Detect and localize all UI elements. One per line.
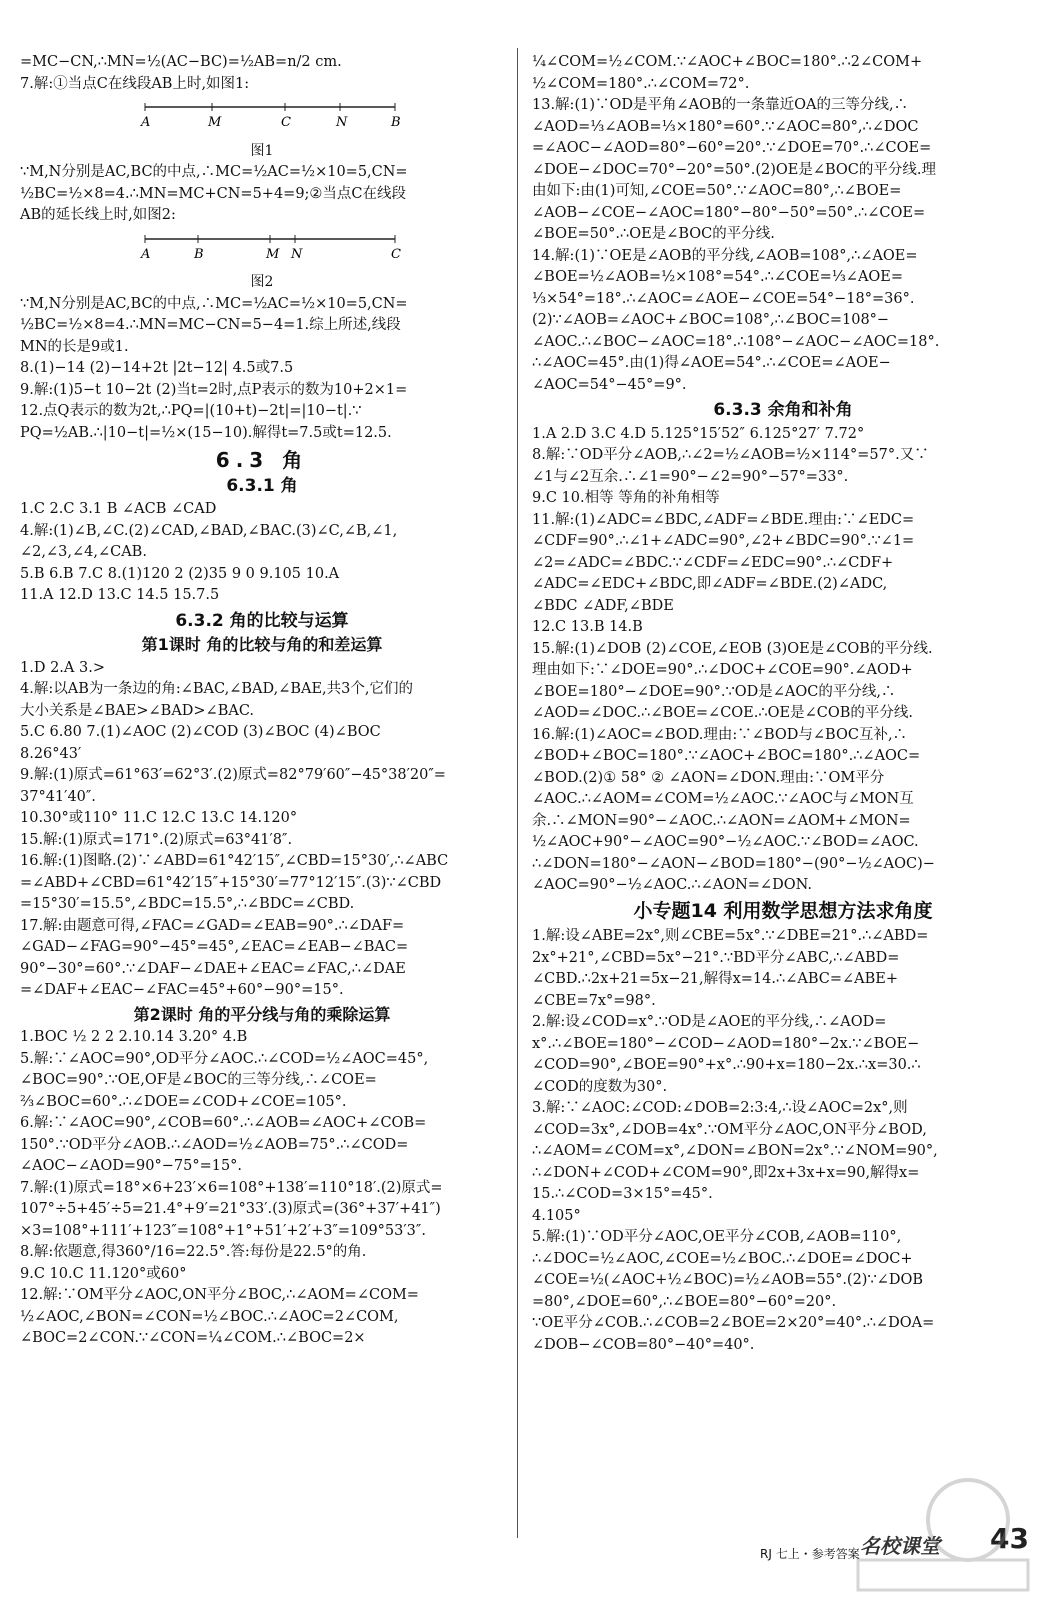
answer-line: ∠AOC=54°−45°=9°.: [532, 376, 687, 393]
point-label: A: [141, 246, 151, 262]
answer-line: 150°.∵OD平分∠AOB.∴∠AOD=½∠AOB=75°.∴∠COD=: [20, 1136, 409, 1153]
answer-line: ∴∠AOM=∠COM=x°,∠DON=∠BON=2x°.∵∠NOM=90°,: [532, 1143, 938, 1159]
answer-line: 4.解:以AB为一条边的角:∠BAC,∠BAD,∠BAE,共3个,它们的: [20, 681, 413, 697]
answer-line: ∠AOB−∠COE−∠AOC=180°−80°−50°=50°.∴∠COE=: [532, 204, 926, 221]
answer-line: 8.(1)−14 (2)−14+2t |2t−12| 4.5或7.5: [20, 360, 294, 376]
answer-line: 14.解:(1)∵OE是∠AOB的平分线,∠AOB=108°,∴∠AOE=: [532, 247, 918, 264]
answer-line: 12.解:∵OM平分∠AOC,ON平分∠BOC,∴∠AOM=∠COM=: [20, 1287, 419, 1303]
answer-line: =15°30′=15.5°,∠BDC=15.5°,∴∠BDC=∠CBD.: [20, 896, 355, 912]
answer-line: ∠BOE=½∠AOB=½×108°=54°.∴∠COE=⅓∠AOE=: [532, 269, 904, 285]
answer-line: =MC−CN,∴MN=½(AC−BC)=½AB=n/2 cm.: [20, 54, 342, 70]
answer-line: ∠BOC=2∠CON.∵∠CON=¼∠COM.∴∠BOC=2×: [20, 1330, 366, 1346]
answer-line: 8.解:∵OD平分∠AOB,∴∠2=½∠AOB=½×114°=57°.又∵: [532, 447, 929, 463]
section-heading: 6.3.2 角的比较与运算: [175, 610, 349, 631]
answer-line: ∠AOC.∴∠AOM=∠COM=½∠AOC.∵∠AOC与∠MON互: [532, 791, 914, 807]
section-heading: 小专题14 利用数学思想方法求角度: [633, 899, 933, 922]
answer-line: 9.解:(1)原式=61°63′=62°3′.(2)原式=82°79′60″−45°38′20″=: [20, 767, 446, 783]
segment-figure: [20, 229, 504, 263]
answer-line: ∠COD的度数为30°.: [532, 1078, 668, 1095]
answer-line: ∠AOC=90°−½∠AOC.∴∠AON=∠DON.: [532, 877, 812, 893]
answer-line: 8.解:依题意,得360°/16=22.5°.答:每份是22.5°的角.: [20, 1244, 367, 1260]
answer-line: 12.C 13.B 14.B: [532, 619, 643, 635]
answer-line: 13.解:(1)∵OD是平角∠AOB的一条靠近OA的三等分线,∴: [532, 97, 909, 113]
answer-line: 4.105°: [532, 1207, 581, 1224]
answer-line: ∠AOD=⅓∠AOB=⅓×180°=60°.∵∠AOC=80°,∴∠DOC: [532, 118, 919, 135]
answer-line: 2.解:设∠COD=x°.∵OD是∠AOE的平分线,∴∠AOD=: [532, 1014, 887, 1030]
answer-line: ∠BOE=50°.∴OE是∠BOC的平分线.: [532, 226, 775, 242]
answer-line: ∠CBD.∴2x+21=5x−21,解得x=14.∴∠ABC=∠ABE+: [532, 971, 899, 987]
answer-line: ½BC=½×8=4.∴MN=MC−CN=5−4=1.综上所述,线段: [20, 317, 401, 333]
right-column: [532, 52, 1034, 1356]
point-label: B: [391, 115, 401, 130]
answer-line: 12.点Q表示的数为2t,∴PQ=|(10+t)−2t|=|10−t|.∵: [20, 403, 362, 419]
answer-line: 4.解:(1)∠B,∠C.(2)∠CAD,∠BAD,∠BAC.(3)∠C,∠B,∠1,: [20, 522, 398, 539]
answer-line: ½∠AOC,∠BON=∠CON=½∠BOC.∴∠AOC=2∠COM,: [20, 1308, 399, 1325]
answer-line: ×3=108°+111′+123″=108°+1°+51′+2′+3″=109°53′3″.: [20, 1222, 426, 1239]
answer-line: ∠CDF=90°.∴∠1+∠ADC=90°,∠2+∠BDC=90°.∵∠1=: [532, 533, 915, 549]
answer-line: 17.解:由题意可得,∠FAC=∠GAD=∠EAB=90°.∴∠DAF=: [20, 917, 405, 934]
answer-line: ∠AOD=∠DOC.∴∠BOE=∠COE.∴OE是∠COB的平分线.: [532, 705, 913, 721]
answer-line: ∠DOE−∠DOC=70°−20°=50°.(2)OE是∠BOC的平分线.理: [532, 161, 936, 178]
answer-line: =∠AOC−∠AOD=80°−60°=20°.∵∠DOE=70°.∴∠COE=: [532, 140, 932, 156]
answer-line: ∴∠DON=180°−∠AON−∠BOD=180°−(90°−½∠AOC)−: [532, 855, 935, 872]
point-label: M: [266, 246, 280, 262]
answer-line: ∠AOC.∴∠BOC−∠AOC=18°.∴108°−∠AOC−∠AOC=18°.: [532, 333, 940, 350]
answer-line: 7.解:(1)原式=18°×6+23′×6=108°+138′=110°18′.(2)原式=: [20, 1179, 443, 1196]
answer-line: 5.解:∵∠AOC=90°,OD平分∠AOC.∴∠COD=½∠AOC=45°,: [20, 1050, 429, 1067]
point-label: B: [194, 246, 204, 262]
answer-line: ∠BOC=90°.∵OE,OF是∠BOC的三等分线,∴∠COE=: [20, 1072, 377, 1088]
segment-figure: [20, 97, 504, 131]
fig1-diagram: [20, 95, 504, 162]
answer-line: 9.C 10.相等 等角的补角相等: [532, 490, 720, 506]
answer-line: 8.26°43′: [20, 745, 82, 762]
answer-line: =80°,∠DOE=60°,∴∠BOE=80°−60°=20°.: [532, 1293, 837, 1310]
answer-line: 15.∴∠COD=3×15°=45°.: [532, 1186, 713, 1202]
answer-line: 5.C 6.80 7.(1)∠AOC (2)∠COD (3)∠BOC (4)∠BOC: [20, 724, 381, 740]
answer-line: 大小关系是∠BAE>∠BAD>∠BAC.: [20, 702, 255, 719]
answer-line: 3.解:∵∠AOC:∠COD:∠DOB=2:3:4,∴设∠AOC=2x°,则: [532, 1100, 908, 1116]
left-column: [20, 52, 504, 1350]
answer-line: 16.解:(1)∠AOC=∠BOD.理由:∵∠BOD与∠BOC互补,∴: [532, 726, 908, 743]
answer-line: 7.解:①当点C在线段AB上时,如图1:: [20, 75, 250, 92]
answer-line: ∠1与∠2互余.∴∠1=90°−∠2=90°−57°=33°.: [532, 468, 849, 485]
answer-line: 1.解:设∠ABE=2x°,则∠CBE=5x°.∵∠DBE=21°.∴∠ABD=: [532, 928, 929, 944]
answer-line: 107°÷5+45′÷5=21.4°+9′=21°33′.(3)原式=(36°+37′+41″): [20, 1201, 441, 1217]
point-label: N: [336, 115, 348, 130]
answer-line: 10.30°或110° 11.C 12.C 13.C 14.120°: [20, 810, 298, 826]
answer-line: ∠CBE=7x°=98°.: [532, 992, 656, 1009]
answer-line: ∠BDC ∠ADF,∠BDE: [532, 597, 674, 614]
point-label: M: [208, 115, 222, 130]
answer-line: 9.C 10.C 11.120°或60°: [20, 1265, 187, 1282]
answer-line: ½BC=½×8=4.∴MN=MC+CN=5+4=9;②当点C在线段: [20, 185, 407, 202]
answer-line: ∠COD=90°,∠BOE=90°+x°.∴90+x=180−2x.∴x=30.∴: [532, 1057, 921, 1073]
answer-line: 37°41′40″.: [20, 788, 96, 805]
section-heading: 6.3 角: [215, 448, 309, 472]
answer-line: 2x°+21°,∠CBD=5x°−21°.∵BD平分∠ABC,∴∠ABD=: [532, 949, 900, 966]
point-label: C: [391, 246, 401, 262]
answer-line: 1.C 2.C 3.1 B ∠ACB ∠CAD: [20, 501, 217, 517]
answer-line: ∠COD=3x°,∠DOB=4x°.∵OM平分∠AOC,ON平分∠BOD,: [532, 1121, 927, 1138]
answer-line: ⅓×54°=18°.∴∠AOC=∠AOE−∠COE=54°−18°=36°.: [532, 290, 915, 307]
answer-line: ⅔∠BOC=60°.∴∠DOE=∠COD+∠COE=105°.: [20, 1093, 347, 1110]
answer-line: PQ=½AB.∴|10−t|=½×(15−10).解得t=7.5或t=12.5.: [20, 424, 392, 441]
answer-line: ½∠COM=180°.∴∠COM=72°.: [532, 75, 750, 92]
answer-line: 5.B 6.B 7.C 8.(1)120 2 (2)35 9 0 9.105 10.A: [20, 565, 340, 582]
page-number: 43: [990, 1522, 1029, 1555]
fig2-diagram: [20, 227, 504, 294]
answer-line: ∴∠DOC=½∠AOC,∠COE=½∠BOC.∴∠DOE=∠DOC+: [532, 1250, 913, 1267]
answer-line: (2)∵∠AOB=∠AOC+∠BOC=108°,∴∠BOC=108°−: [532, 312, 890, 328]
point-label: N: [291, 246, 303, 262]
answer-line: 15.解:(1)∠DOB (2)∠COE,∠EOB (3)OE是∠COB的平分线.: [532, 640, 933, 657]
answer-line: ∠2,∠3,∠4,∠CAB.: [20, 544, 147, 560]
answer-line: 由如下:由(1)可知,∠COE=50°.∵∠AOC=80°,∴∠BOE=: [532, 183, 902, 199]
answer-line: ∠COE=½(∠AOC+½∠BOC)=½∠AOB=55°.(2)∵∠DOB: [532, 1272, 924, 1288]
answer-line: 11.解:(1)∠ADC=∠BDC,∠ADF=∠BDE.理由:∵∠EDC=: [532, 511, 915, 528]
answer-line: =∠DAF+∠EAC−∠FAC=45°+60°−90°=15°.: [20, 982, 344, 998]
answer-line: ∠BOE=180°−∠DOE=90°.∵OD是∠AOC的平分线,∴: [532, 683, 896, 700]
figure-caption: 图1: [250, 142, 274, 159]
answer-line: 9.解:(1)5−t 10−2t (2)当t=2时,点P表示的数为10+2×1=: [20, 381, 408, 398]
section-heading: 6.3.3 余角和补角: [713, 400, 853, 420]
section-heading: 6.3.1 角: [226, 475, 298, 496]
point-label: A: [141, 115, 151, 130]
watermark-stamp: [848, 1470, 1038, 1598]
answer-line: MN的长是9或1.: [20, 338, 129, 355]
answer-line: 1.D 2.A 3.>: [20, 659, 105, 676]
answer-line: ∠ADC=∠EDC+∠BDC,即∠ADF=∠BDE.(2)∠ADC,: [532, 576, 888, 592]
answer-line: 理由如下:∵∠DOE=90°.∴∠DOC+∠COE=90°.∠AOD+: [532, 662, 913, 678]
answer-line: ∠DOB−∠COB=80°−40°=40°.: [532, 1336, 755, 1353]
answer-line: 11.A 12.D 13.C 14.5 15.7.5: [20, 587, 220, 603]
answer-line: 6.解:∵∠AOC=90°,∠COB=60°.∴∠AOB=∠AOC+∠COB=: [20, 1115, 427, 1131]
answer-line: 16.解:(1)图略.(2)∵∠ABD=61°42′15″,∠CBD=15°30′,∴∠ABC: [20, 853, 449, 869]
answer-line: ½∠AOC+90°−∠AOC=90°−½∠AOC.∵∠BOD=∠AOC.: [532, 834, 919, 850]
answer-line: ∠BOD.(2)① 58° ② ∠AON=∠DON.理由:∵OM平分: [532, 769, 885, 786]
answer-line: 1.BOC ½ 2 2 2.10.14 3.20° 4.B: [20, 1029, 248, 1045]
answer-line: ∵M,N分别是AC,BC的中点,∴MC=½AC=½×10=5,CN=: [20, 295, 408, 312]
brand-logo: 名校课堂: [860, 1534, 940, 1558]
answer-line: ∠GAD−∠FAG=90°−45°=45°,∠EAC=∠EAB−∠BAC=: [20, 939, 409, 955]
answer-line: 90°−30°=60°.∵∠DAF−∠DAE+∠EAC=∠FAC,∴∠DAE: [20, 960, 406, 977]
answer-line: 5.解:(1)∵OD平分∠AOC,OE平分∠COB,∠AOB=110°,: [532, 1229, 902, 1245]
answer-line: ∴∠AOC=45°.由(1)得∠AOE=54°.∴∠COE=∠AOE−: [532, 355, 891, 371]
figure-caption: 图2: [250, 274, 274, 290]
answer-line: x°.∴∠BOE=180°−∠COD−∠AOD=180°−2x.∵∠BOE−: [532, 1035, 920, 1052]
point-label: C: [281, 115, 291, 130]
answer-line: 余.∴∠MON=90°−∠AOC.∴∠AON=∠AOM+∠MON=: [532, 812, 911, 829]
section-heading: 第1课时 角的比较与角的和差运算: [141, 635, 383, 654]
answer-line: ∵M,N分别是AC,BC的中点,∴MC=½AC=½×10=5,CN=: [20, 164, 408, 180]
answer-line: ∠BOD+∠BOC=180°.∵∠AOC+∠BOC=180°.∴∠AOC=: [532, 748, 921, 764]
answer-line: ∠2=∠ADC=∠BDC.∵∠CDF=∠EDC=90°.∴∠CDF+: [532, 554, 894, 571]
answer-line: ∵OE平分∠COB.∴∠COB=2∠BOE=2×20°=40°.∴∠DOA=: [532, 1315, 935, 1331]
answer-line: =∠ABD+∠CBD=61°42′15″+15°30′=77°12′15″.(3)∵∠CBD: [20, 874, 442, 891]
answer-line: ∠AOC−∠AOD=90°−75°=15°.: [20, 1158, 243, 1174]
section-heading: 第2课时 角的平分线与角的乘除运算: [133, 1004, 391, 1024]
answer-line: 1.A 2.D 3.C 4.D 5.125°15′52″ 6.125°27′ 7.72°: [532, 425, 865, 442]
answer-line: ∴∠DON+∠COD+∠COM=90°,即2x+3x+x=90,解得x=: [532, 1164, 920, 1181]
answer-line: AB的延长线上时,如图2:: [20, 207, 176, 223]
column-divider: [517, 48, 518, 1538]
answer-line: 15.解:(1)原式=171°.(2)原式=63°41′8″.: [20, 831, 293, 848]
footer-label: RJ 七上・参考答案: [760, 1547, 860, 1561]
answer-line: ¼∠COM=½∠COM.∵∠AOC+∠BOC=180°.∴2∠COM+: [532, 54, 923, 70]
